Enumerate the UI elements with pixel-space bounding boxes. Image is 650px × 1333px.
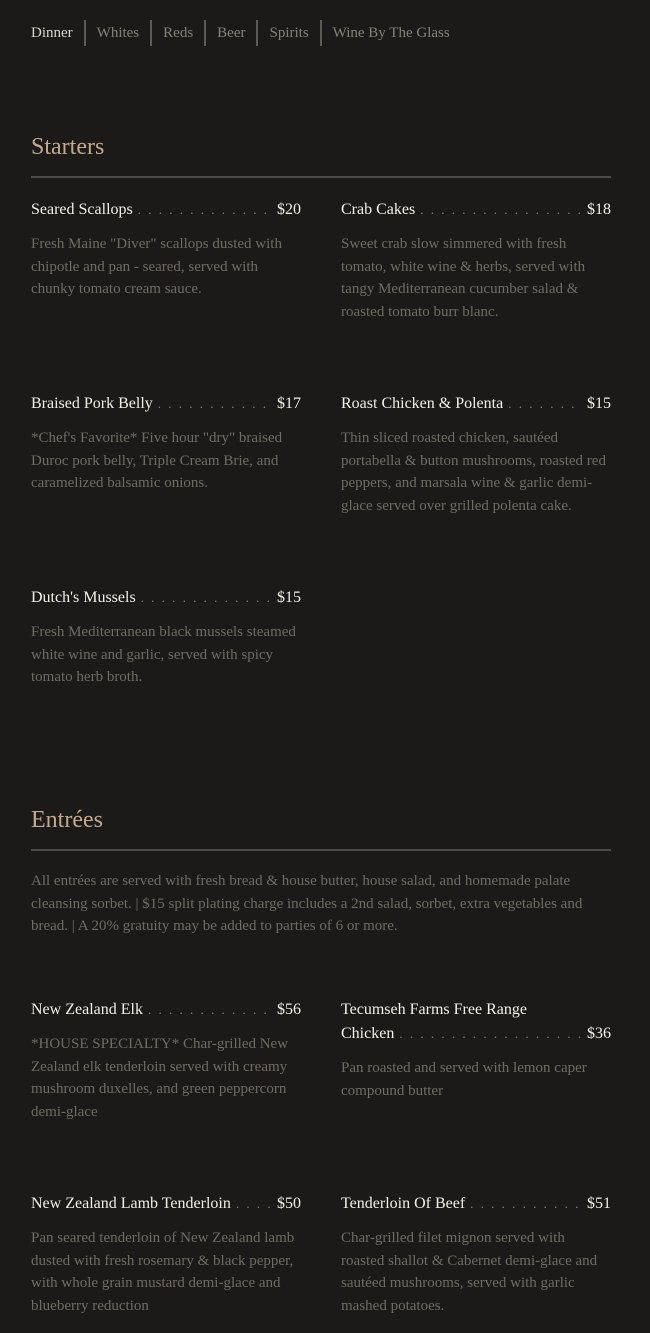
dot-leader: [141, 586, 272, 610]
menu-item: [341, 998, 611, 1102]
menu-item-header: [31, 1192, 301, 1216]
menu-item-header: [31, 998, 301, 1022]
dot-leader: [236, 1192, 272, 1216]
section-title-entrees: Entrées: [31, 807, 103, 833]
tab-wine-by-the-glass[interactable]: Wine By The Glass: [320, 20, 461, 46]
menu-tabs: [31, 20, 461, 46]
tab-whites[interactable]: Whites: [84, 20, 151, 46]
menu-item-name: Braised Pork Belly: [31, 395, 153, 412]
tab-spirits[interactable]: Spirits: [256, 20, 319, 46]
menu-item: [341, 198, 611, 323]
menu-item-price: $18: [587, 201, 611, 218]
menu-item-price: $15: [587, 395, 611, 412]
menu-item-price: $50: [277, 1195, 301, 1212]
section-divider: [31, 849, 611, 851]
menu-item-description: *Chef's Favorite* Five hour "dry" braised Duroc pork belly, Triple Cream Brie, and caramelized balsamic onions.: [31, 430, 283, 492]
menu-item-price: $17: [277, 395, 301, 412]
menu-item-name: Roast Chicken & Polenta: [341, 395, 504, 412]
menu-item-header: [31, 392, 301, 416]
menu-item-description: *HOUSE SPECIALTY* Char-grilled New Zealand elk tenderloin served with creamy mushroom duxelles, and green peppercorn demi-glace: [31, 1036, 289, 1120]
menu-item: [31, 1192, 301, 1317]
section-divider: [31, 176, 611, 178]
menu-item-description: Fresh Maine "Diver" scallops dusted with chipotle and pan - seared, served with chunky tomato cream sauce.: [31, 236, 282, 298]
dot-leader: [399, 1022, 582, 1046]
menu-item-description: Sweet crab slow simmered with fresh tomato, white wine & herbs, served with tangy Mediterranean cucumber salad & roasted tomato burr blanc.: [341, 236, 586, 320]
dot-leader: [420, 198, 582, 222]
menu-item-name: Tenderloin Of Beef: [341, 1195, 466, 1212]
menu-item-price: $51: [587, 1195, 611, 1212]
menu-item-name: Seared Scallops: [31, 201, 133, 218]
dot-leader: [148, 998, 272, 1022]
menu-item-name-line1: Tecumseh Farms Free Range: [341, 1001, 527, 1018]
dot-leader: [158, 392, 272, 416]
menu-item: [31, 586, 301, 689]
menu-item-name: Crab Cakes: [341, 201, 416, 218]
tab-dinner[interactable]: Dinner: [31, 25, 73, 41]
menu-item: [31, 998, 301, 1123]
menu-item-description: Pan roasted and served with lemon caper compound butter: [341, 1060, 587, 1099]
menu-item-header: [31, 586, 301, 610]
menu-item: [341, 392, 611, 517]
menu-item-name: New Zealand Elk: [31, 1001, 143, 1018]
menu-item-description: Pan seared tenderloin of New Zealand lamb dusted with fresh rosemary & black pepper, with whole grain mustard demi-glace and blueberry reduction: [31, 1230, 295, 1314]
menu-item-name-line2: Chicken: [341, 1025, 395, 1042]
menu-item-header: [341, 198, 611, 222]
menu-item-header: [341, 998, 611, 1046]
section-title-starters: Starters: [31, 134, 105, 160]
menu-item-price: $15: [277, 589, 301, 606]
dot-leader: [138, 198, 272, 222]
tab-beer[interactable]: Beer: [204, 20, 256, 46]
tab-reds[interactable]: Reds: [150, 20, 204, 46]
dot-leader: [508, 392, 582, 416]
menu-item-header: [341, 1192, 611, 1216]
menu-item-description: Thin sliced roasted chicken, sautéed portabella & button mushrooms, roasted red peppers, and marsala wine & garlic demi-glace served over grilled polenta cake.: [341, 430, 606, 514]
menu-item-price: $20: [277, 201, 301, 218]
menu-item: [31, 198, 301, 301]
menu-item-price: $56: [277, 1001, 301, 1018]
menu-item-description: Char-grilled filet mignon served with roasted shallot & Cabernet demi-glace and sautéed mushrooms, served with garlic mashed potatoes.: [341, 1230, 598, 1314]
dot-leader: [470, 1192, 582, 1216]
entrees-note: All entrées are served with fresh bread & house butter, house salad, and homemade palate cleansing sorbet. | $15 split plating charge includes a 2nd salad, sorbet, extra vegetables and bread. | A 20% gratuity may be added to parties of 6 or more.: [31, 873, 583, 935]
menu-item-name: New Zealand Lamb Tenderloin: [31, 1195, 231, 1212]
menu-item-header: [31, 198, 301, 222]
menu-item-header: [341, 392, 611, 416]
menu-item: [31, 392, 301, 495]
menu-item-name: Dutch's Mussels: [31, 589, 136, 606]
menu-item-description: Fresh Mediterranean black mussels steamed white wine and garlic, served with spicy tomato herb broth.: [31, 624, 296, 686]
menu-item: [341, 1192, 611, 1317]
menu-item-price: $36: [587, 1025, 611, 1042]
